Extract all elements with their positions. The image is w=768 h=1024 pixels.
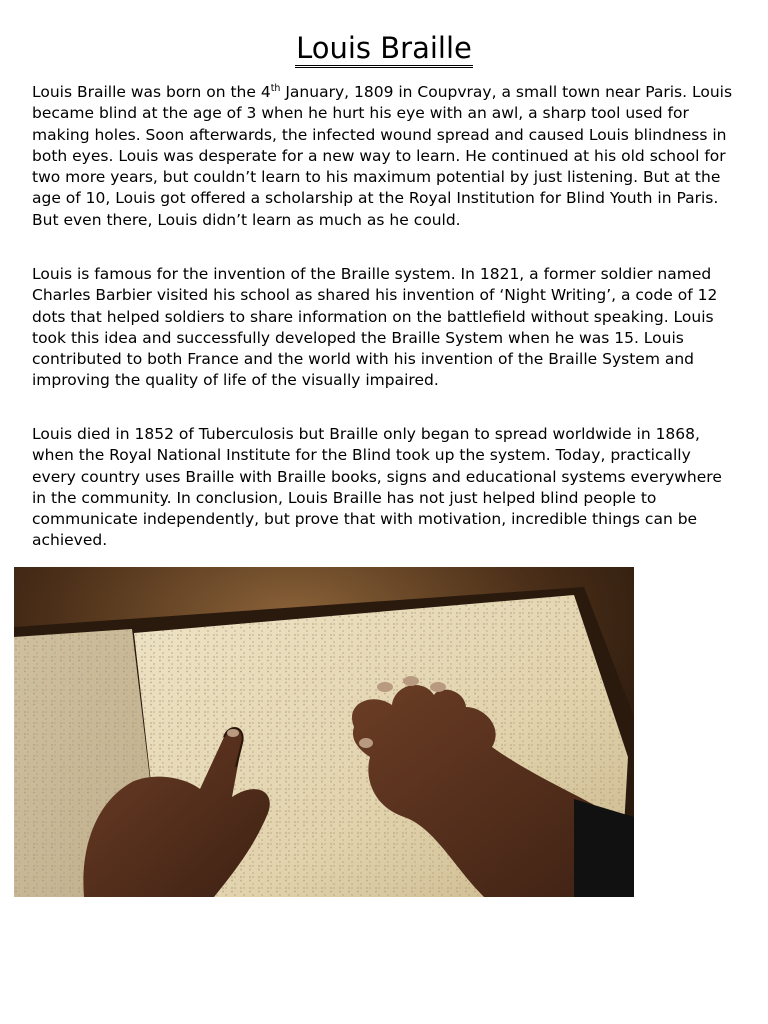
page-title: [0, 30, 768, 66]
braille-book-photo: [14, 567, 634, 897]
paragraph-1: [32, 82, 736, 231]
paragraph-2: Louis is famous for the invention of the Braille system. In 1821, a former soldier named Charles Barbier visited his school as shared his invention of ‘Night Writing’, a code of 12 dots that helped soldiers to share information on the battlefield without speaking. Louis took this idea and successfully developed the Braille System when he was 15. Louis contributed to both France and the world with his invention of the Braille System and improving the quality of life of the visually impaired.: [32, 265, 718, 390]
title-text: Louis Braille: [295, 31, 473, 68]
ordinal-superscript: th: [270, 82, 281, 94]
paragraph-3: Louis died in 1852 of Tuberculosis but Braille only began to spread worldwide in 1868, when the Royal National Institute for the Blind took up the system. Today, practically every country uses Braille with Braille books, signs and educational systems everywhere in the community. In conclusion, Louis Braille has not just helped blind people to communicate independently, but prove that with motivation, incredible things can be achieved.: [32, 425, 722, 550]
paragraph-1-start: Louis Braille was born on the 4: [32, 83, 271, 101]
paragraph-1-rest: January, 1809 in Coupvray, a small town near Paris. Louis became blind at the age of 3 when he hurt his eye with an awl, a sharp tool used for making holes. Soon afterwards, the infected wound spread and caused Louis blindness in both eyes. Louis was desperate for a new way to learn. He continued at his old school for two more years, but couldn’t learn to his maximum potential by just listening. But at the age of 10, Louis got offered a scholarship at the Royal Institution for Blind Youth in Paris. But even there, Louis didn’t learn as much as he could.: [32, 83, 733, 229]
braille-book-illustration: [14, 567, 634, 897]
